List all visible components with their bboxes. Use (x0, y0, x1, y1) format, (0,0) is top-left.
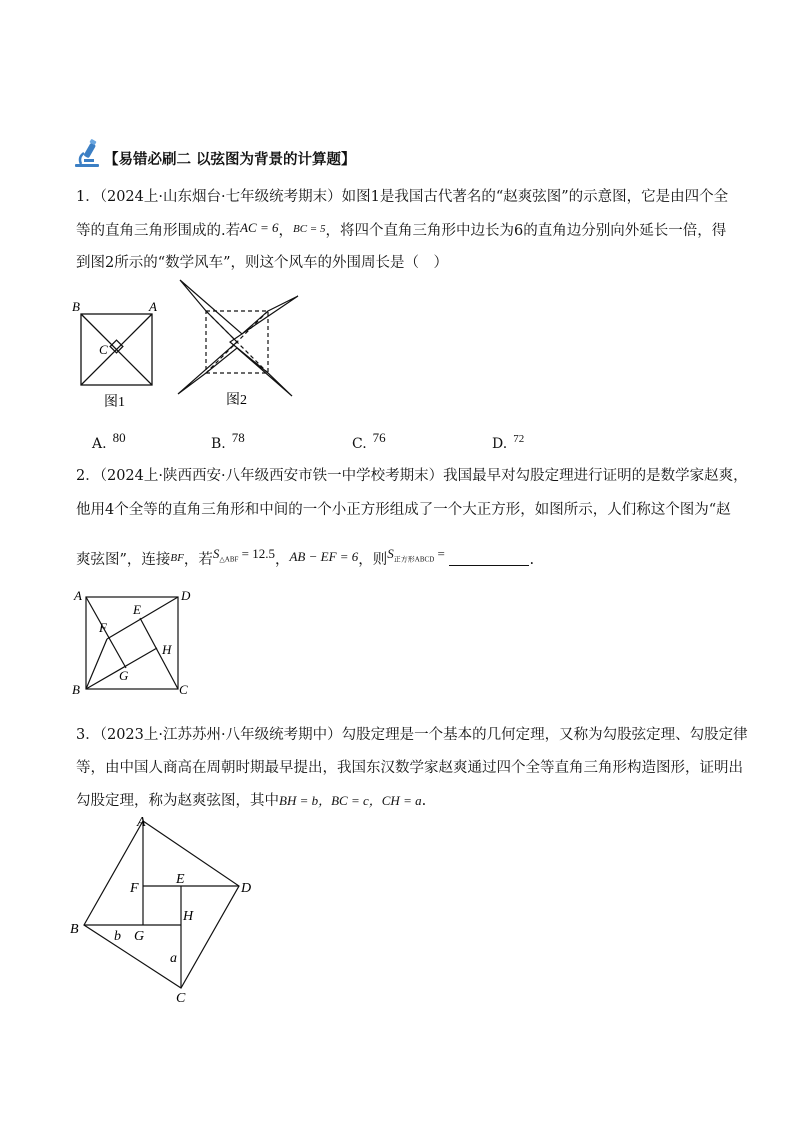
q1-source-text: （2024上·山东烟台·七年级统考期末）如图1是我国古代著名的“赵爽弦图”的示意图，它是由四个全 (99, 189, 729, 205)
q2-label-d: D (181, 588, 191, 603)
q2-label-c: C (179, 682, 188, 697)
q2-line-2: 他用4个全等的直角三角形和中间的一个小正方形组成了一个大正方形，如图所示，人们称这个图为“赵 (76, 502, 731, 518)
q3-line-2: 等，由中国人商高在周朝时期最早提出，我国东汉数学家赵爽通过四个全等直角三角形构造图形，证明出 (76, 760, 743, 776)
q3-label-side-a: a (170, 951, 177, 966)
q3-label-side-b: b (114, 929, 121, 944)
q1-number: 1． (76, 189, 100, 205)
q3-label-d: D (241, 881, 252, 896)
q2-line-1 (76, 466, 748, 486)
q1-text-2b: ，将四个直角三角形中边长为6的直角边分别向外延长一倍，得 (325, 223, 727, 239)
q2-area-cond: $S_{\triangle ABF} = 12.5$ (212, 546, 275, 564)
q3-cond: BH = b，BC = c，CH = a (279, 793, 422, 808)
q1-option-b: B. 78 (211, 430, 245, 452)
q2-label-f: F (99, 620, 107, 635)
q2-text-3d: ，则 (358, 552, 388, 568)
q3-label-a: A (137, 815, 146, 830)
q3-label-b: B (70, 922, 79, 937)
q2-label-e: E (133, 602, 141, 617)
q1-line-1 (76, 187, 728, 207)
q3-figure (66, 810, 266, 1005)
q3-source-text: （2023上·江苏苏州·八年级统考期中）勾股定理是一个基本的几何定理，又称为勾股弦定理、勾股定律 (99, 727, 748, 743)
q3-label-c: C (176, 991, 186, 1005)
q1-option-c: C. 76 (352, 430, 386, 452)
q3-label-f: F (130, 881, 139, 896)
q2-label-h: H (162, 642, 172, 657)
q3-number: 3． (76, 727, 100, 743)
q1-option-d: D. $^{72}$ (492, 433, 525, 452)
fig1-label-b: B (72, 299, 80, 314)
q2-answer-blank[interactable] (449, 551, 529, 566)
q3-label-g: G (134, 929, 145, 944)
q2-line-3: 爽弦图”，连接$^{BF}$，若$S_{\triangle ABF} = 12.5$，AB − EF = 6，则$S_{正方形ABCD}$ = . (76, 546, 535, 568)
q2-text-3a: 爽弦图”，连接 (76, 552, 171, 568)
q1-comma: ， (278, 223, 293, 239)
q1-line-3: 到图2所示的“数学风车”，则这个风车的外围周长是（ ） (76, 255, 449, 271)
q2-bf: BF (170, 552, 184, 564)
q2-number: 2． (76, 468, 100, 484)
q2-label-a: A (74, 588, 82, 603)
fig1-label-c: C (99, 342, 108, 357)
fig1-caption: 图1 (104, 395, 125, 410)
q3-text-3a: 勾股定理，称为赵爽弦图，其中 (76, 793, 279, 809)
q3-line-3: 勾股定理，称为赵爽弦图，其中BH = b，BC = c，CH = a. (76, 793, 427, 809)
q2-ask: $S_{正方形ABCD}$ = (387, 546, 445, 564)
q3-label-h: H (183, 909, 194, 924)
fig2-caption: 图2 (226, 393, 247, 408)
q2-label-b: B (72, 682, 80, 697)
q2-text-3c: ， (274, 552, 290, 568)
q1-cond-ac: AC = 6 (240, 220, 279, 235)
q2-source-text: （2024上·陕西西安·八年级西安市铁一中学校考期末）我国最早对勾股定理进行证明的是数学家赵爽， (99, 468, 748, 484)
section-heading: 【易错必刷二 以弦图为背景的计算题】 (104, 151, 356, 168)
q2-diff-cond: AB − EF = 6 (289, 549, 359, 564)
q1-option-a: A. 80 (92, 430, 126, 452)
microscope-icon (72, 139, 104, 169)
q3-label-e: E (176, 872, 185, 887)
fig1-label-a: A (149, 299, 157, 314)
q1-figure-1 (66, 292, 166, 410)
q2-figure (66, 586, 196, 698)
q1-line-2 (76, 221, 726, 242)
q1-figure-2 (170, 276, 310, 412)
q2-label-g: G (119, 668, 129, 683)
q1-cond-bc: BC = 5 (293, 223, 326, 235)
q1-text-2a: 等的直角三角形围成的.若 (76, 223, 241, 239)
q3-line-1 (76, 725, 748, 745)
q2-text-3b: ，若 (183, 552, 213, 568)
